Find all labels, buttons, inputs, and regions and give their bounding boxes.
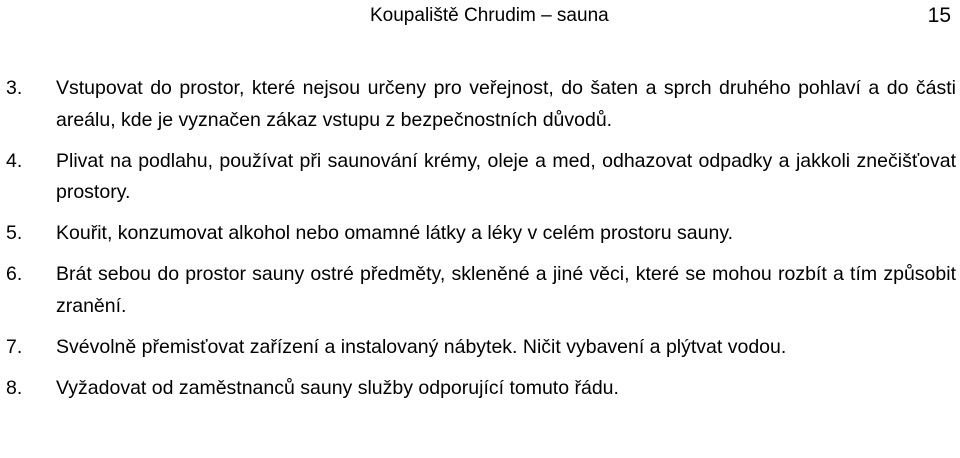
page-header <box>0 3 960 29</box>
item-number: 8. <box>6 376 23 399</box>
list-item <box>6 218 956 250</box>
item-text: Plivat na podlahu, používat při saunování krémy, oleje a med, odhazovat odpadky a jakkoli znečišťovat prostory. <box>56 149 956 203</box>
list-item <box>6 259 956 322</box>
item-text: Svévolně přemisťovat zařízení a instalovaný nábytek. Ničit vybavení a plýtvat vodou. <box>56 335 787 358</box>
item-number: 5. <box>6 222 23 244</box>
list-item <box>6 73 956 136</box>
item-text: Vyžadovat od zaměstnanců sauny služby odporující tomuto řádu. <box>56 376 619 399</box>
item-number: 6. <box>6 263 23 285</box>
item-text: Vstupovat do prostor, které nejsou určeny pro veřejnost, do šaten a sprch druhého pohlaví a do části areálu, kde je vyznačen zákaz vstupu z bezpečnostních důvodů. <box>56 77 956 131</box>
list-item <box>6 146 956 209</box>
list-item <box>6 373 956 405</box>
item-text: Brát sebou do prostor sauny ostré předměty, skleněné a jiné věci, které se mohou rozbít a tím způsobit zranění. <box>56 263 956 317</box>
item-number: 3. <box>6 77 23 99</box>
list-item <box>6 332 956 364</box>
item-number: 4. <box>6 149 23 172</box>
rules-list <box>6 73 956 414</box>
item-number: 7. <box>6 335 23 358</box>
item-text: Kouřit, konzumovat alkohol nebo omamné látky a léky v celém prostoru sauny. <box>56 222 734 244</box>
header-title: Koupaliště Chrudim – sauna <box>370 5 609 26</box>
page-number: 15 <box>927 4 951 27</box>
